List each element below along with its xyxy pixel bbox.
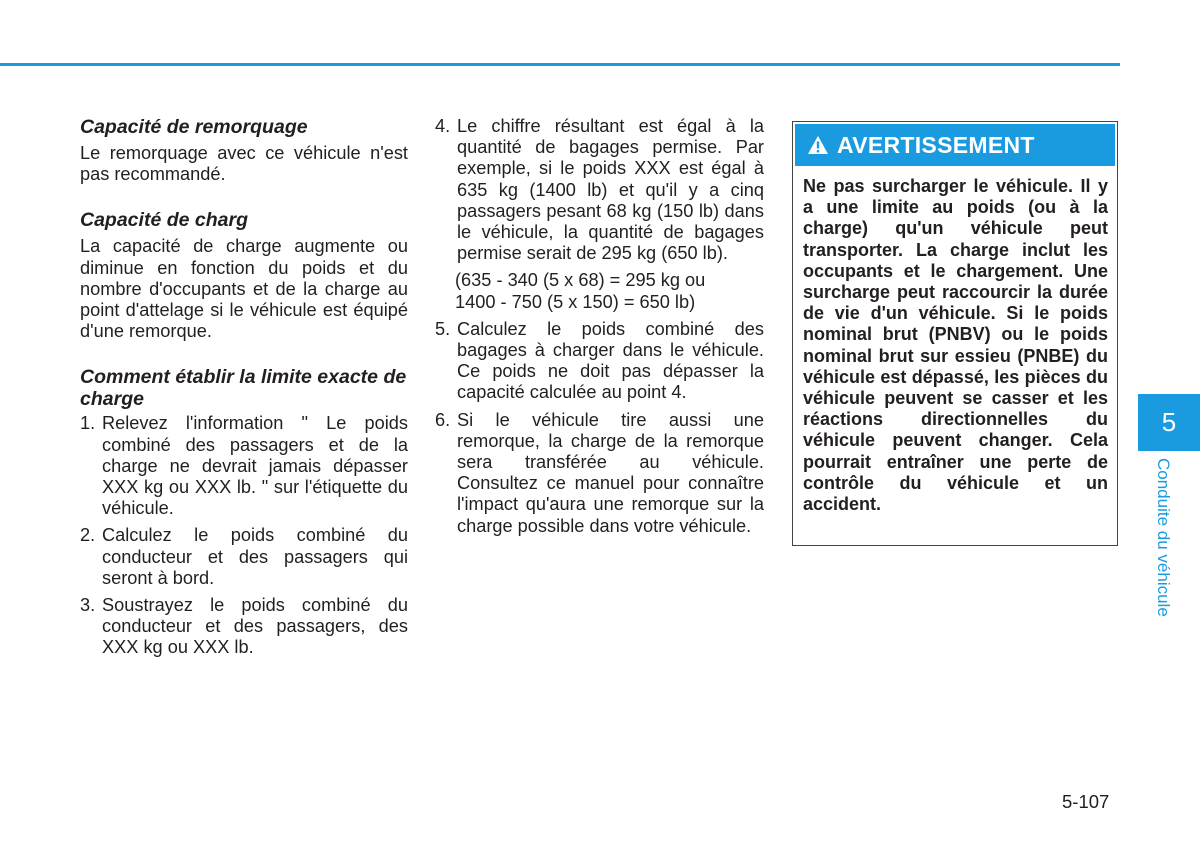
warning-box [792, 121, 1118, 546]
section-heading: Capacité de remorquage [80, 116, 308, 138]
list-item [435, 319, 764, 404]
list-text: Soustrayez le poids combiné du conducteur et des passagers, des XXX kg ou XXX lb. [102, 595, 408, 658]
list-item [80, 595, 408, 659]
chapter-label: Conduite du véhicule [1154, 458, 1173, 617]
warning-text: Ne pas surcharger le véhicule. Il y a une limite au poids (ou à la charge) qu'un véhicule peut transporter. La charge inclut les occupants et le chargement. Une surcharge peut raccourcir la durée de vie d'un véhicule. Si le poids nominal brut (PNBV) ou le poids nominal brut sur essieu (PNBE) du véhicule est dépassé, les pièces du véhicule peuvent se casser et les réactions directionnelles du véhicule peuvent changer. Cela pourrait entraîner une perte de contrôle du véhicule et un accident. [803, 176, 1108, 515]
left-column [80, 116, 408, 665]
warning-header [795, 124, 1115, 166]
list-text: Relevez l'information " Le poids combiné des passagers et de la charge ne devrait jamais dépasser XXX kg ou XXX lb. " sur l'étiquette du véhicule. [102, 413, 408, 519]
warning-title: AVERTISSEMENT [837, 131, 1035, 158]
section-heading: Comment établir la limite exacte de charge [80, 366, 407, 411]
list-number: 5. [435, 318, 451, 339]
section-heading: Capacité de charg [80, 209, 248, 232]
page-number: 5-107 [1062, 791, 1110, 812]
section-load-capacity [80, 209, 408, 342]
list-number: 3. [80, 595, 96, 616]
list-item [435, 116, 764, 264]
header-rule [0, 63, 1120, 66]
list-text: Si le véhicule tire aussi une remorque, la charge de la remorque sera transférée au véhicule. Consultez ce manuel pour connaître l'impact qu'aura une remorque sur la charge possible dans votre véhicule. [457, 409, 764, 536]
list-item [80, 525, 408, 589]
chapter-number: 5 [1161, 407, 1177, 437]
list-text: Le chiffre résultant est égal à la quantité de bagages permise. Par exemple, si le poids XXX est égal à 635 kg (1400 lb) et qu'il y a cinq passagers pesant 68 kg (150 lb) dans le véhicule, la quantité de bagages permise serait de 295 kg (650 lb). [457, 116, 764, 264]
section-load-limit [80, 366, 408, 658]
calculation-line: (635 - 340 (5 x 68) = 295 kg ou [455, 270, 706, 291]
list-number: 1. [80, 413, 96, 434]
middle-column [435, 116, 764, 543]
list-item [80, 413, 408, 519]
list-text: Calculez le poids combiné des bagages à charger dans le véhicule. Ce poids ne doit pas dépasser la capacité calculée au point 4. [457, 318, 764, 403]
calculation-line: 1400 - 750 (5 x 150) = 650 lb) [455, 291, 696, 312]
list-number: 6. [435, 409, 451, 430]
section-towing-capacity [80, 116, 408, 185]
section-text: La capacité de charge augmente ou diminue en fonction du poids et du nombre d'occupants et de la charge au point d'attelage si le véhicule est équipé d'une remorque. [80, 236, 408, 342]
list-number: 2. [80, 525, 96, 546]
list-text: Calculez le poids combiné du conducteur et des passagers qui seront à bord. [102, 525, 408, 588]
warning-triangle-icon [807, 135, 829, 155]
section-text: Le remorquage avec ce véhicule n'est pas recommandé. [80, 143, 408, 185]
chapter-tab [1138, 394, 1200, 451]
list-number: 4. [435, 116, 451, 136]
list-item [435, 410, 764, 537]
calculation-example [455, 270, 764, 312]
